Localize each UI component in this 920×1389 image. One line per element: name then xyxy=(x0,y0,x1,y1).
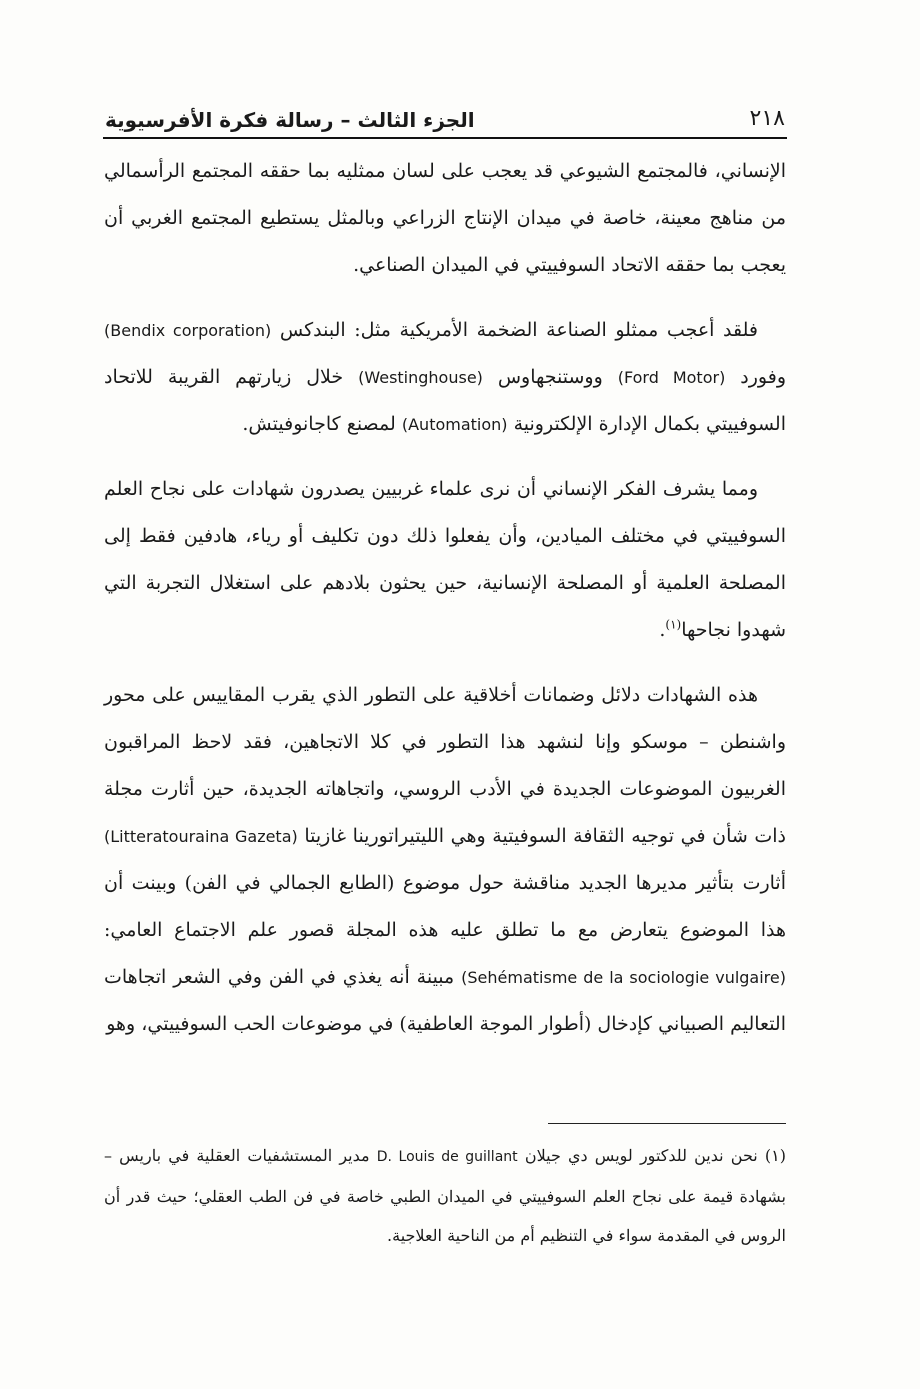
header-rule xyxy=(103,137,787,139)
paragraph-2 xyxy=(104,307,786,448)
main-text xyxy=(104,148,786,1066)
paragraph-4-part-b: أثارت بتأثير مديرها الجديد مناقشة حول موضوع (الطابع الجمالي في الفن) وبينت أن هذا الموضوع يتعارض مع ما تطلق عليه هذه المجلة قصور علم الاجتماع العامي: xyxy=(104,872,786,941)
footnote-part-a: (١) نحن ندين للدكتور لويس دي جيلان xyxy=(524,1146,786,1165)
paragraph-4-part-a: هذه الشهادات دلائل وضمانات أخلاقية على التطور الذي يقرب المقاييس على محور واشنطن – موسكو وإنا لنشهد هذا التطور في كلا الاتجاهين، فقد لاحظ المراقبون الغربيون الموضوعات الجديدة في الأدب الروسي، واتجاهاته الجديدة، حين أثارت مجلة ذات شأن في توجيه الثقافة السوفيتية وهي الليتيراتورينا غازيتا xyxy=(104,684,787,847)
term-ford-motor: (Ford Motor) xyxy=(617,368,726,387)
footnote-latin-name: D. Louis de guillant xyxy=(376,1149,518,1165)
paragraph-1: الإنساني، فالمجتمع الشيوعي قد يعجب على لسان ممثليه بما حققه المجتمع الرأسمالي من مناهج معينة، خاصة في ميدان الإنتاج الزراعي وبالمثل يستطيع المجتمع الغربي أن يعجب بما حققه الاتحاد السوفييتي في الميدان الصناعي. xyxy=(104,160,786,276)
term-automation: (Automation) xyxy=(401,415,508,434)
footnote-part-b: مدير المستشفيات العقلية في باريس – بشهادة قيمة على نجاح العلم السوفييتي في الميدان الطبي خاصة في فن الطب العقلي؛ حيث قدر أن الروس في المقدمة سواء في التنظيم أم من الناحية العلاجية. xyxy=(104,1146,786,1245)
paragraph-2-part-b: وفورد xyxy=(740,366,786,388)
paragraph-2-part-e: لمصنع كاجانوفيتش. xyxy=(242,413,396,435)
term-westinghouse: (Westinghouse) xyxy=(358,368,483,387)
paragraph-4-part-c: مبينة أنه يغذي في الفن وفي الشعر اتجاهات التعاليم الصبياني كإدخال (أطوار الموجة العاطفية) في موضوعات الحب السوفييتي، وهو xyxy=(104,966,786,1035)
term-bendix: (Bendix corporation) xyxy=(104,321,272,340)
paragraph-3-end: . xyxy=(659,619,666,641)
paragraph-4 xyxy=(104,672,786,1048)
term-schematisme: (Sehématisme de la sociologie vulgaire) xyxy=(461,968,786,987)
paragraph-2-part-a: فلقد أعجب ممثلو الصناعة الضخمة الأمريكية مثل: البندكس xyxy=(279,319,759,341)
running-title: الجزء الثالث – رسالة فكرة الأفرسيوية xyxy=(105,108,475,132)
page-header xyxy=(105,92,785,132)
term-litteratouraina-gazeta: (Litteratouraina Gazeta) xyxy=(104,827,298,846)
paragraph-2-part-c: ووستنجهاوس xyxy=(497,366,603,388)
page-number: ٢١٨ xyxy=(749,105,785,131)
footnote-marker: (١) xyxy=(665,617,682,632)
footnote-rule xyxy=(548,1123,786,1124)
paragraph-3-text: ومما يشرف الفكر الإنساني أن نرى علماء غربيين يصدرون شهادات على نجاح العلم السوفييتي في مختلف الميادين، وأن يفعلوا ذلك دون تكليف أو رياء، هادفين فقط إلى المصلحة العلمية أو المصلحة الإنسانية، حين يحثون بلادهم على استغلال التجربة التي شهدوا نجاحها xyxy=(104,478,786,641)
paragraph-2-part-d: خلال زيارتهم القريبة للاتحاد السوفييتي بكمال الإدارة الإلكترونية xyxy=(104,366,786,435)
footnote xyxy=(104,1136,786,1255)
paragraph-3 xyxy=(104,466,786,654)
